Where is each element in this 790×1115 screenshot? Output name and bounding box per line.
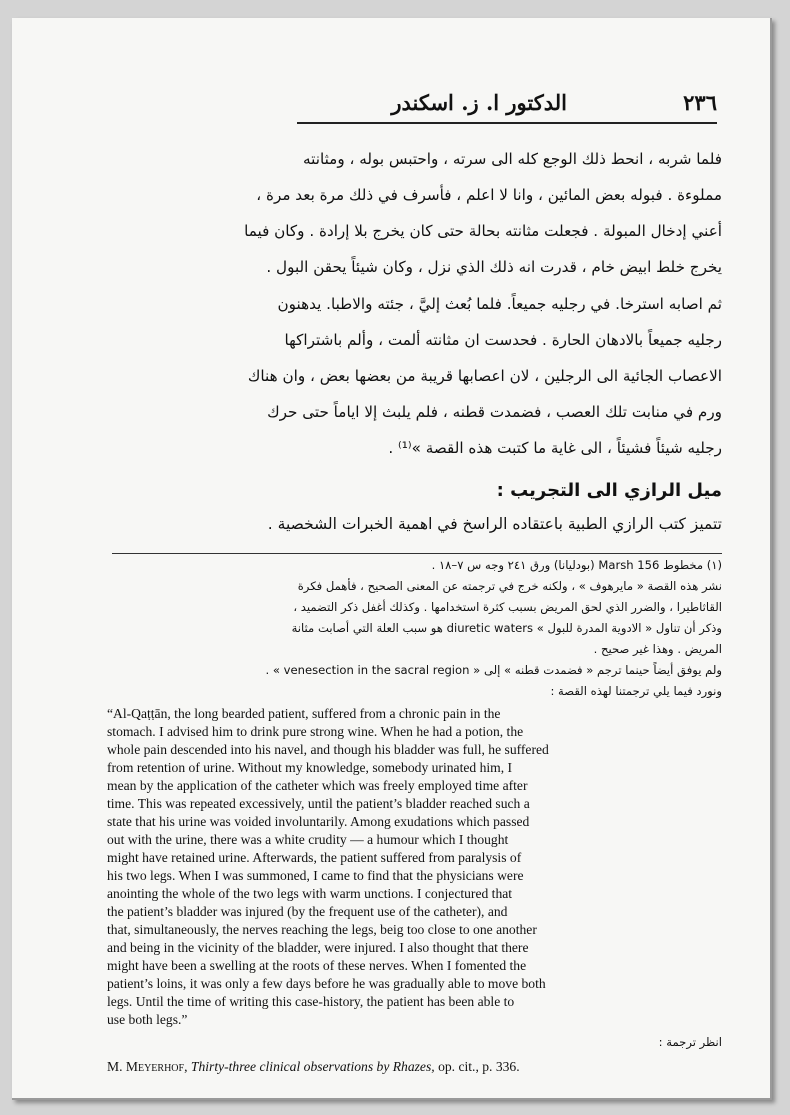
footnote-arabic-line: نشر هذه القصة « مايرهوف » ، ولكنه خرج في ترجمته عن المعنى الصحيح ، فأهمل فكرة bbox=[297, 579, 722, 593]
section-first-line: تتميز كتب الرازي الطبية باعتقاده الراسخ في اهمية الخبرات الشخصية . bbox=[267, 515, 722, 533]
translation-line: legs. Until the time of writing this case-history, the patient has been able to bbox=[107, 994, 515, 1009]
translation-line: might have been a swelling at the roots of these nerves. When I fomented the bbox=[107, 958, 527, 973]
translation-line: and being in the vicinity of the bladder, were injured. I also thought that there bbox=[107, 940, 529, 955]
page-header bbox=[297, 86, 717, 126]
arabic-body-line: يخرج خلط ابيض خام ، قدرت انه ذلك الذي نزل ، وكان شيئاً يحقن البول . bbox=[266, 258, 722, 276]
translation-line: time. This was repeated excessively, until the patient’s bladder reached such a bbox=[107, 796, 530, 811]
translation-line: his two legs. When I was summoned, I came to find that the physicians were bbox=[107, 868, 524, 883]
translation-line: from retention of urine. Without my knowledge, somebody urinated him, I bbox=[107, 760, 513, 775]
translation-line: anointing the whole of the two legs with warm unctions. I conjectured that bbox=[107, 886, 513, 901]
see-translation-label: انظر ترجمة : bbox=[658, 1035, 722, 1049]
arabic-body-line: رجليه جميعاً بالادهان الحارة . فحدست ان مثانته ألمت ، وألم باشتراكها bbox=[284, 331, 722, 349]
footnote-arabic-line: المريض . وهذا غير صحيح . bbox=[593, 642, 722, 656]
arabic-body-line: أعني إدخال المبولة . فجعلت مثانته بحالة حتى كان يخرج بلا إرادة . وكان فيما bbox=[244, 222, 722, 240]
citation bbox=[107, 1059, 719, 1075]
arabic-body-line: مملوءة . فبوله بعض المائين ، وانا لا اعلم ، فأسرف في ذلك مرة بعد مرة ، bbox=[256, 186, 722, 204]
footnote-arabic-line: القاثاطيرا ، والضرر الذي لحق المريض بسبب كثرة استخدامها . وكذلك أغفل ذكر التضميد ، bbox=[293, 600, 722, 614]
translation-line: that, simultaneously, the nerves reaching the legs, beig too close to one another bbox=[107, 922, 537, 937]
translation-line: the patient’s bladder was injured (by the frequent use of the catheter), and bbox=[107, 904, 508, 919]
footnote-arabic-line: (١) مخطوط Marsh 156 (بودليانا) ورق ٢٤١ وجه س ٧–١٨ . bbox=[431, 558, 722, 572]
arabic-body-line: ثم اصابه استرخا. في رجليه جميعاً. فلما بُعث إليَّ ، جئته والاطبا. يدهنون bbox=[277, 295, 722, 313]
footnote-arabic-line: ولم يوفق أيضاً حينما ترجم « فضمدت قطنه » إلى « venesection in the sacral region » . bbox=[265, 663, 722, 677]
arabic-body-line: ورم في منابت تلك العصب ، فضمدت قطنه ، فلم يلبث إلا اياماً حتى حرك bbox=[267, 403, 722, 421]
running-title: الدكتور ا. ز. اسكندر bbox=[391, 90, 567, 115]
header-rule bbox=[297, 122, 717, 124]
translation-line: out with the urine, there was a white crudity — a humour which I thought bbox=[107, 832, 509, 847]
translation-line: patient’s loins, it was only a few days before he was gradually able to move both bbox=[107, 976, 546, 991]
translation-line: whole pain descended into his navel, and though his bladder was full, he suffered bbox=[107, 742, 549, 757]
citation-work: Thirty-three clinical observations by Rhazes, bbox=[190, 1059, 435, 1074]
footnote-arabic-line: ونورد فيما يلي ترجمتنا لهذه القصة : bbox=[550, 684, 722, 698]
arabic-body-line: رجليه شيئاً فشيئاً ، الى غاية ما كتبت هذه القصة »⁽¹⁾ . bbox=[388, 439, 722, 457]
section-heading: ميل الرازي الى التجريب : bbox=[496, 480, 722, 501]
translation-line: use both legs.” bbox=[107, 1012, 188, 1027]
arabic-body-line: فلما شربه ، انحط ذلك الوجع كله الى سرته ، واحتبس بوله ، ومثانته bbox=[303, 150, 722, 168]
translation-line: state that his urine was voided involuntarily. Among exudations which passed bbox=[107, 814, 530, 829]
footnote-rule bbox=[112, 553, 722, 554]
citation-rest: op. cit., p. 336. bbox=[438, 1059, 520, 1074]
arabic-body-line: الاعصاب الجائية الى الرجلين ، لان اعصابها قريبة من بعضها بعض ، وان هناك bbox=[247, 367, 722, 385]
footnote-arabic-line: وذكر أن تناول « الادوية المدرة للبول » diuretic waters هو سبب العلة التي أصابت مثانة bbox=[291, 621, 722, 635]
translation-line: “Al-Qaṭṭān, the long bearded patient, suffered from a chronic pain in the bbox=[107, 706, 501, 721]
page-number: ٢٣٦ bbox=[683, 90, 717, 115]
translation-line: mean by the application of the catheter which was freely employed time after bbox=[107, 778, 528, 793]
translation-line: might have retained urine. Afterwards, the patient suffered from paralysis of bbox=[107, 850, 522, 865]
book-page bbox=[12, 18, 772, 1100]
translation-line: stomach. I advised him to drink pure strong wine. When he had a potion, the bbox=[107, 724, 524, 739]
citation-author: M. Meyerhof, bbox=[107, 1059, 188, 1074]
